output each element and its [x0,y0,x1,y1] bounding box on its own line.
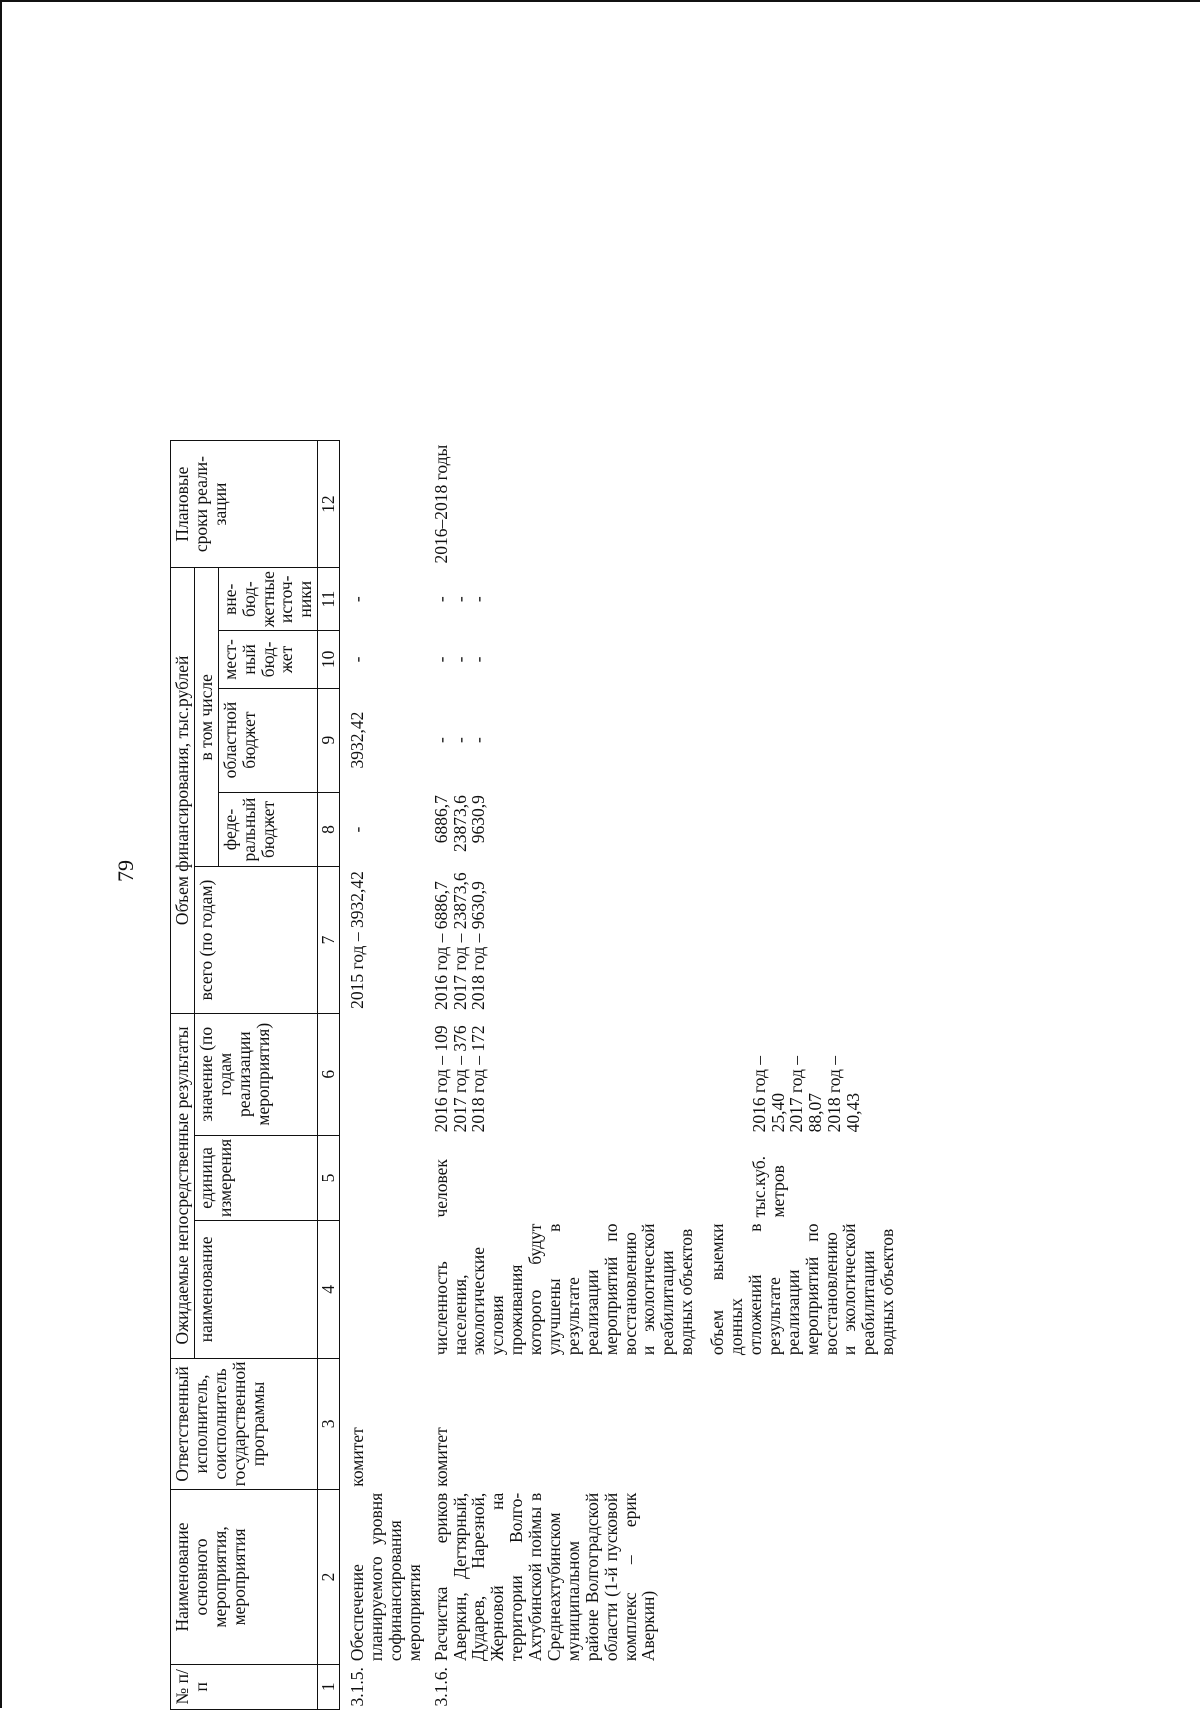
result2-value: 2018 год – 40,43 [824,1055,864,1133]
col-number: 2 [318,1490,340,1664]
page-border-top [0,0,1200,2]
row-extra [424,568,897,631]
row-extra: - [347,596,368,603]
local-value: - [468,656,489,663]
table-row [340,441,424,1710]
header-result-unit: единица измерения [194,1135,317,1220]
col-number: 12 [318,441,340,568]
col-number: 8 [318,792,340,867]
header-executor: Ответственный исполнитель, соисполнитель государственной программы [171,1358,318,1490]
rotated-table-wrapper [170,440,1200,1710]
row-result-units [424,1135,897,1220]
row-federal [424,792,897,867]
row-total: 2015 год – 3932,42 [347,871,368,1009]
local-value: - [449,656,470,663]
result1-value: 2017 год – 376 [449,1025,470,1133]
federal-value: 9630,9 [468,795,489,844]
total-value: 2018 год – 9630,9 [468,881,489,1011]
result2-name: объем выемки донных отложений в результате реализации мероприятий по восстановлению и экологической реабилитации водных объектов [707,1223,898,1356]
federal-value: 6886,7 [430,795,451,844]
col-number: 6 [318,1013,340,1135]
header-federal: феде-ральный бюджет [218,792,317,867]
row-local [424,631,897,688]
total-value: 2017 год – 23873,6 [449,872,470,1011]
row-result-values [424,1013,897,1135]
col-number: 4 [318,1221,340,1359]
result1-value: 2018 год – 172 [468,1025,489,1133]
col-number: 10 [318,631,340,688]
header-period: Плановые сроки реали-зации [171,441,318,568]
row-regional [424,688,897,792]
extra-value: - [430,596,451,603]
federal-value: 23873,6 [449,795,470,852]
local-value: - [430,656,451,663]
page-border-left [0,0,2,1708]
row-num: 3.1.5. [347,1667,368,1707]
total-value: 2016 год – 6886,7 [430,881,451,1011]
row-result-names [424,1221,897,1359]
result2-unit: тыс.куб. метров [748,1155,788,1218]
header-finance-group: Объем финансирования, тыс.рублей [171,568,195,1013]
header-extra: вне-бюд-жетные источ-ники [218,568,317,631]
col-number: 5 [318,1135,340,1220]
result1-value: 2016 год – 109 [430,1025,451,1133]
row-period: 2016–2018 годы [430,444,451,564]
financing-table [170,440,897,1710]
result1-unit: человек [430,1159,451,1218]
row-num: 3.1.6. [430,1667,451,1707]
header-local: мест-ный бюд-жет [218,631,317,688]
header-total: всего (по годам) [194,867,317,1013]
col-number: 1 [318,1664,340,1709]
row-local: - [347,656,368,663]
row-total [424,867,897,1013]
row-regional: 3932,42 [347,711,368,769]
header-num: № п/п [171,1664,318,1709]
header-result-name: наименование [194,1221,317,1359]
header-results-group: Ожидаемые непосредственные результаты [171,1013,195,1358]
row-federal: - [347,826,368,833]
header-regional: областной бюджет [218,688,317,792]
header-name: Наименование основного мероприятия, мероприятия [171,1490,318,1664]
row-name: Обеспечение планируемого уровня софинансирования мероприятия [347,1492,424,1662]
regional-value: - [468,737,489,743]
regional-value: - [449,737,470,743]
col-number: 3 [318,1358,340,1490]
col-number: 7 [318,867,340,1013]
table-row [424,441,897,1710]
page-number: 79 [113,860,138,882]
row-executor: комитет [430,1427,451,1487]
result1-name: численность населения, экологические условия проживания которого будут улучшены в результате реализации мероприятий по восстановлению и экологической реабилитации водных объектов [430,1223,697,1356]
header-result-value: значение (по годам реализации мероприятия) [194,1013,317,1135]
result2-value: 2016 год – 25,40 [748,1055,788,1133]
row-executor: комитет [347,1427,368,1487]
extra-value: - [449,596,470,603]
row-name: Расчистка ериков Аверкин, Дегтярный, Дударев, Нарезной, Жерновой на территории Волго-Ахтубинской поймы в Среднеахтубинском муниципальном районе Волгоградской области (1-й пусковой комплекс – ерик Аверкин) [430,1492,659,1662]
result2-value: 2017 год – 88,07 [786,1055,826,1133]
header-sub-group: в том числе [194,568,218,867]
col-number: 11 [318,568,340,631]
extra-value: - [468,596,489,603]
col-number: 9 [318,688,340,792]
regional-value: - [430,737,451,743]
